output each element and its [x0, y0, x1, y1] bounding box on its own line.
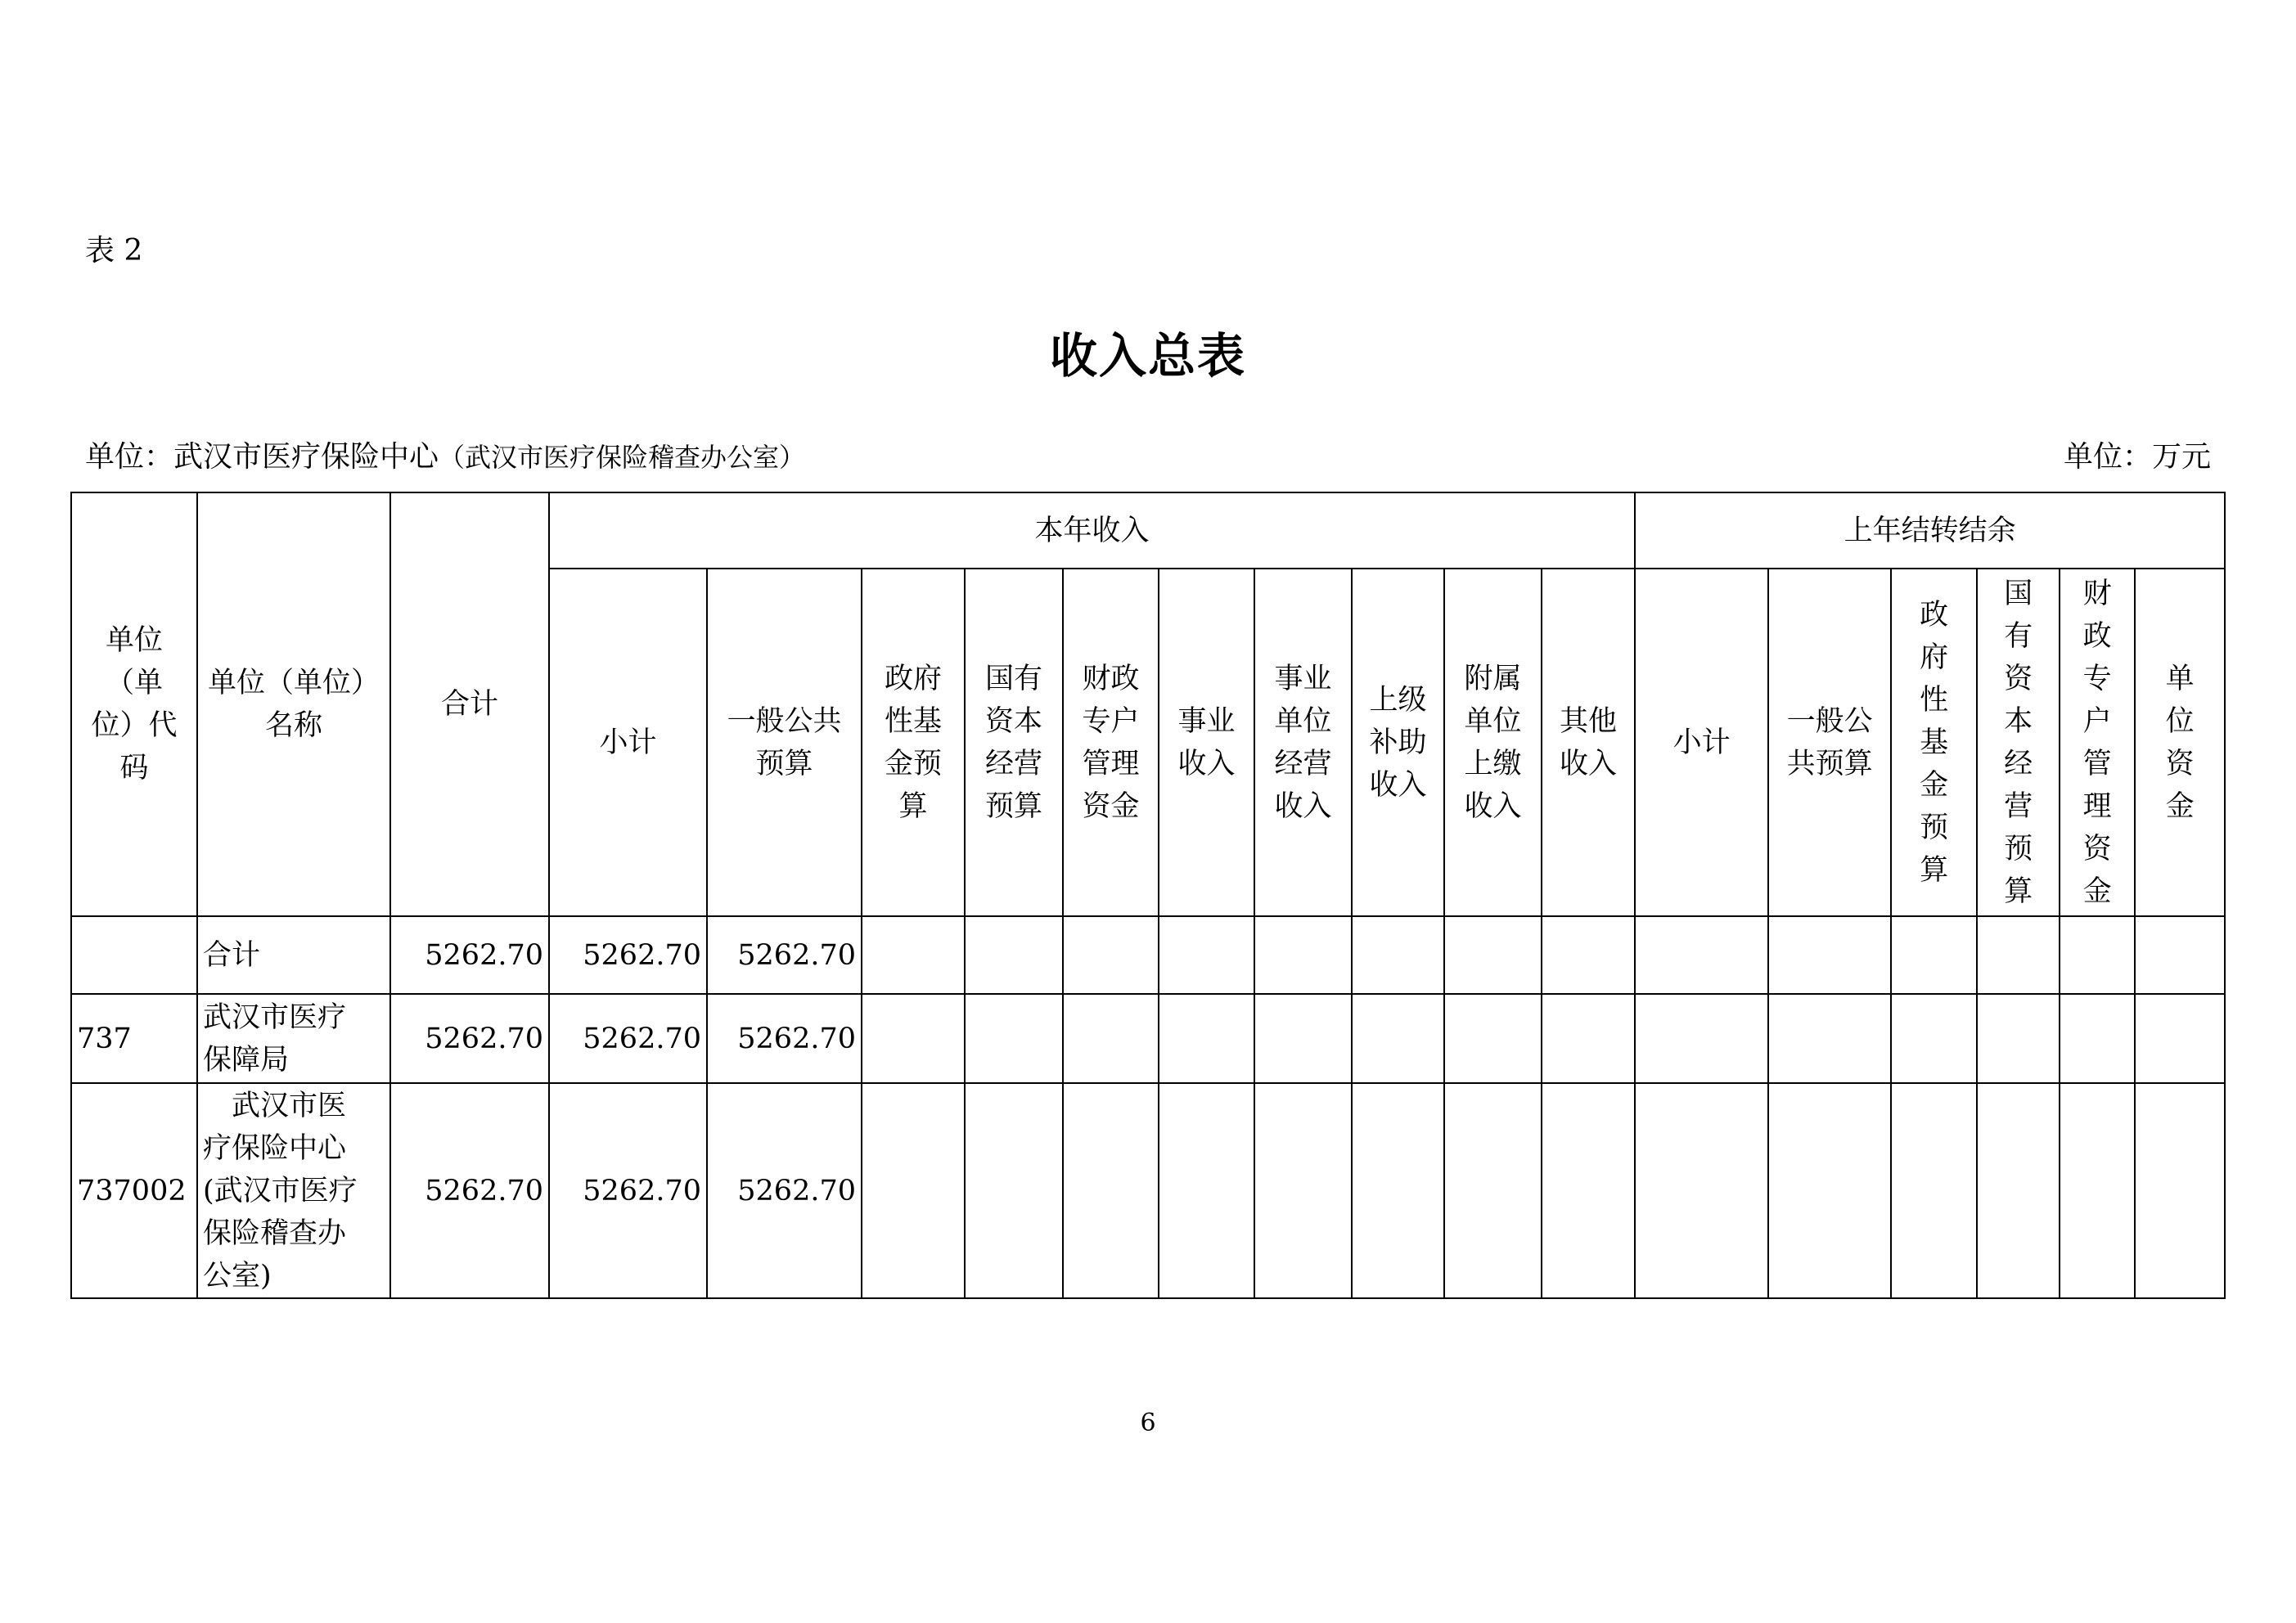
- cell-empty: [965, 994, 1063, 1083]
- cell-empty: [1254, 994, 1352, 1083]
- header-current-business-income: 事业 收入: [1159, 569, 1254, 916]
- document-title: 收入总表: [1049, 328, 1246, 384]
- cell-empty: [1768, 1083, 1891, 1298]
- cell-unit-name: 合计: [197, 916, 390, 994]
- header-current-state-capital: 国有 资本 经营 预算: [965, 569, 1063, 916]
- header-current-general-budget: 一般公共 预算: [707, 569, 862, 916]
- cell-empty: [1542, 1083, 1635, 1298]
- cell-empty: [2060, 1083, 2135, 1298]
- header-prior-general-budget: 一般公 共预算: [1768, 569, 1891, 916]
- cell-unit-code: 737: [71, 994, 197, 1083]
- cell-current-general-budget: 5262.70: [707, 994, 862, 1083]
- cell-empty: [2060, 916, 2135, 994]
- cell-empty: [862, 916, 965, 994]
- cell-empty: [2135, 1083, 2225, 1298]
- cell-current-subtotal: 5262.70: [549, 994, 707, 1083]
- header-current-superior-subsidy: 上级 补助 收入: [1352, 569, 1444, 916]
- cell-empty: [1159, 1083, 1254, 1298]
- cell-empty: [1768, 994, 1891, 1083]
- unit-name: [85, 434, 805, 475]
- cell-unit-name: 武汉市医疗 保障局: [197, 994, 390, 1083]
- cell-empty: [1891, 994, 1977, 1083]
- cell-empty: [1444, 1083, 1542, 1298]
- cell-empty: [965, 1083, 1063, 1298]
- cell-empty: [1254, 916, 1352, 994]
- cell-empty: [1542, 916, 1635, 994]
- table-label: 表 2: [85, 234, 143, 268]
- cell-empty: [1063, 1083, 1159, 1298]
- unit-name-paren: （武汉市医疗保险稽查办公室）: [439, 442, 806, 473]
- cell-empty: [862, 1083, 965, 1298]
- cell-unit-name: 武汉市医 疗保险中心 (武汉市医疗 保险稽查办 公室): [197, 1083, 390, 1298]
- cell-empty: [1444, 916, 1542, 994]
- cell-unit-code: 737002: [71, 1083, 197, 1298]
- table-row: [71, 916, 2225, 994]
- header-current-year-income: 本年收入: [549, 492, 1635, 569]
- cell-current-subtotal: 5262.70: [549, 1083, 707, 1298]
- page-number: 6: [1140, 1409, 1156, 1437]
- cell-total: 5262.70: [390, 916, 549, 994]
- cell-current-general-budget: 5262.70: [707, 1083, 862, 1298]
- cell-empty: [1977, 1083, 2060, 1298]
- cell-empty: [2060, 994, 2135, 1083]
- header-current-gov-fund: 政府 性基 金预 算: [862, 569, 965, 916]
- unit-name-main: 单位：武汉市医疗保险中心: [85, 440, 439, 474]
- cell-empty: [2135, 916, 2225, 994]
- cell-empty: [2135, 994, 2225, 1083]
- header-prior-year-carryover: 上年结转结余: [1635, 492, 2225, 569]
- header-current-operating-income: 事业 单位 经营 收入: [1254, 569, 1352, 916]
- cell-empty: [1159, 994, 1254, 1083]
- currency-unit: 单位：万元: [2063, 440, 2211, 474]
- cell-unit-code: [71, 916, 197, 994]
- header-prior-unit-funds: 单 位 资 金: [2135, 569, 2225, 916]
- cell-empty: [1977, 994, 2060, 1083]
- table-row: [71, 994, 2225, 1083]
- cell-empty: [1063, 916, 1159, 994]
- cell-current-subtotal: 5262.70: [549, 916, 707, 994]
- cell-empty: [965, 916, 1063, 994]
- cell-empty: [862, 994, 965, 1083]
- header-unit-code: 单位 （单 位）代 码: [71, 492, 197, 916]
- income-summary-table: [70, 492, 2226, 1299]
- cell-total: 5262.70: [390, 994, 549, 1083]
- cell-empty: [1635, 994, 1768, 1083]
- cell-empty: [1635, 1083, 1768, 1298]
- cell-empty: [1977, 916, 2060, 994]
- header-current-other-income: 其他 收入: [1542, 569, 1635, 916]
- cell-empty: [1768, 916, 1891, 994]
- header-prior-fiscal-special: 财 政 专 户 管 理 资 金: [2060, 569, 2135, 916]
- cell-empty: [1352, 916, 1444, 994]
- header-unit-name: 单位（单位） 名称: [197, 492, 390, 916]
- cell-current-general-budget: 5262.70: [707, 916, 862, 994]
- header-current-fiscal-special: 财政 专户 管理 资金: [1063, 569, 1159, 916]
- cell-empty: [1444, 994, 1542, 1083]
- cell-empty: [1542, 994, 1635, 1083]
- cell-empty: [1891, 1083, 1977, 1298]
- header-total: 合计: [390, 492, 549, 916]
- cell-empty: [1159, 916, 1254, 994]
- cell-empty: [1254, 1083, 1352, 1298]
- header-row-group: [71, 492, 2225, 569]
- cell-empty: [1352, 1083, 1444, 1298]
- cell-empty: [1352, 994, 1444, 1083]
- cell-empty: [1063, 994, 1159, 1083]
- header-current-affiliated-income: 附属 单位 上缴 收入: [1444, 569, 1542, 916]
- header-prior-subtotal: 小计: [1635, 569, 1768, 916]
- table-row: [71, 1083, 2225, 1298]
- header-current-subtotal: 小计: [549, 569, 707, 916]
- cell-total: 5262.70: [390, 1083, 549, 1298]
- header-prior-state-capital: 国 有 资 本 经 营 预 算: [1977, 569, 2060, 916]
- header-prior-gov-fund: 政 府 性 基 金 预 算: [1891, 569, 1977, 916]
- cell-empty: [1635, 916, 1768, 994]
- cell-empty: [1891, 916, 1977, 994]
